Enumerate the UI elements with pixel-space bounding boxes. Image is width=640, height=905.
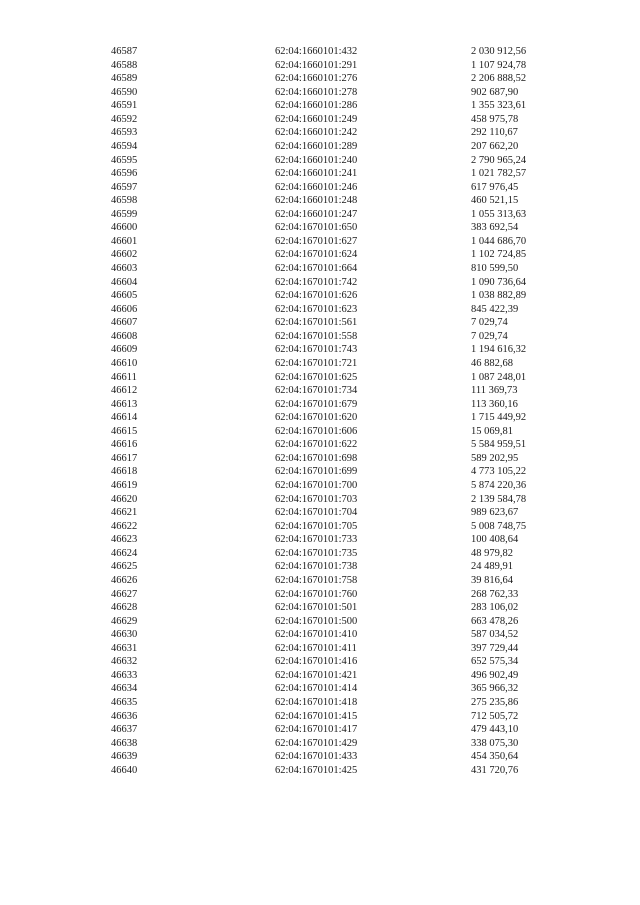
table-row (111, 194, 571, 208)
table-row (111, 248, 571, 262)
row-number: 46624 (111, 547, 138, 559)
cadastral-value: 902 687,90 (471, 86, 519, 98)
row-number: 46617 (111, 452, 138, 464)
cadastral-number: 62:04:1670101:415 (275, 710, 358, 722)
cadastral-value: 460 521,15 (471, 195, 519, 207)
cadastral-value: 397 729,44 (471, 642, 519, 654)
cadastral-value: 2 206 888,52 (471, 73, 527, 85)
table-row (111, 262, 571, 276)
cadastral-value: 5 874 220,36 (471, 480, 527, 491)
table-row (111, 384, 571, 398)
cadastral-value: 845 422,39 (471, 303, 519, 315)
table-row (111, 601, 571, 615)
table-row (111, 615, 571, 629)
row-number: 46620 (111, 493, 138, 505)
table-row (111, 588, 571, 602)
cadastral-number: 62:04:1670101:721 (275, 357, 358, 369)
table-row (111, 316, 571, 330)
cadastral-value: 589 202,95 (471, 452, 519, 464)
table-row (111, 506, 571, 520)
table-row (111, 303, 571, 317)
table-row (111, 628, 571, 642)
row-number: 46640 (111, 764, 138, 776)
row-number: 46602 (111, 249, 138, 261)
cadastral-value: 7 029,74 (471, 317, 508, 329)
cadastral-value: 2 030 912,56 (471, 46, 527, 57)
row-number: 46603 (111, 263, 138, 274)
row-number: 46588 (111, 59, 138, 71)
row-number: 46638 (111, 737, 138, 749)
row-number: 46596 (111, 168, 138, 180)
row-number: 46622 (111, 520, 138, 532)
table-row (111, 113, 571, 127)
row-number: 46626 (111, 574, 138, 586)
cadastral-number: 62:04:1670101:664 (275, 263, 358, 274)
row-number: 46608 (111, 330, 138, 342)
table-row (111, 533, 571, 547)
cadastral-number: 62:04:1670101:704 (275, 507, 358, 519)
cadastral-value: 48 979,82 (471, 547, 513, 559)
table-row (111, 520, 571, 534)
cadastral-value: 587 034,52 (471, 629, 519, 641)
row-number: 46625 (111, 561, 138, 573)
cadastral-value: 617 976,45 (471, 181, 519, 193)
table-row (111, 398, 571, 412)
cadastral-number: 62:04:1670101:758 (275, 574, 358, 586)
table-row (111, 86, 571, 100)
cadastral-number: 62:04:1670101:561 (275, 317, 358, 329)
cadastral-value: 663 478,26 (471, 615, 519, 627)
cadastral-number: 62:04:1660101:278 (275, 86, 358, 98)
row-number: 46597 (111, 181, 138, 193)
row-number: 46610 (111, 357, 138, 369)
table-row (111, 72, 571, 86)
row-number: 46621 (111, 507, 138, 519)
row-number: 46591 (111, 100, 138, 112)
cadastral-number: 62:04:1670101:620 (275, 412, 358, 424)
row-number: 46618 (111, 466, 138, 478)
row-number: 46636 (111, 710, 138, 722)
cadastral-number: 62:04:1660101:432 (275, 46, 358, 57)
cadastral-value: 383 692,54 (471, 222, 519, 234)
cadastral-value: 111 369,73 (471, 385, 518, 397)
row-number: 46628 (111, 602, 138, 614)
row-number: 46598 (111, 195, 138, 207)
cadastral-number: 62:04:1660101:249 (275, 113, 358, 125)
cadastral-number: 62:04:1670101:624 (275, 249, 358, 261)
cadastral-number: 62:04:1670101:738 (275, 561, 358, 573)
cadastral-number: 62:04:1670101:429 (275, 737, 358, 749)
cadastral-number: 62:04:1670101:411 (275, 642, 357, 654)
row-number: 46606 (111, 303, 138, 315)
cadastral-number: 62:04:1670101:418 (275, 697, 358, 708)
table-row (111, 208, 571, 222)
row-number: 46599 (111, 208, 138, 220)
cadastral-number: 62:04:1670101:414 (275, 683, 358, 695)
cadastral-number: 62:04:1670101:743 (275, 344, 358, 356)
cadastral-value: 1 087 248,01 (471, 371, 527, 383)
cadastral-number: 62:04:1670101:501 (275, 602, 358, 614)
cadastral-number: 62:04:1670101:742 (275, 276, 358, 288)
row-number: 46623 (111, 534, 138, 546)
table-row (111, 547, 571, 561)
row-number: 46612 (111, 385, 138, 397)
cadastral-value: 1 107 924,78 (471, 59, 527, 71)
cadastral-value: 989 623,67 (471, 507, 519, 519)
cadastral-value: 431 720,76 (471, 764, 519, 776)
cadastral-number: 62:04:1670101:623 (275, 303, 358, 315)
cadastral-number: 62:04:1670101:698 (275, 452, 358, 464)
row-number: 46627 (111, 588, 138, 600)
table-row (111, 737, 571, 751)
cadastral-value: 1 044 686,70 (471, 235, 527, 247)
cadastral-number: 62:04:1670101:417 (275, 724, 358, 736)
cadastral-number: 62:04:1660101:242 (275, 127, 358, 139)
table-row (111, 465, 571, 479)
row-number: 46637 (111, 724, 138, 736)
cadastral-number: 62:04:1670101:760 (275, 588, 358, 600)
row-number: 46633 (111, 669, 138, 681)
table-row (111, 723, 571, 737)
table-row (111, 330, 571, 344)
row-number: 46601 (111, 235, 138, 247)
row-number: 46613 (111, 398, 138, 410)
cadastral-value: 1 055 313,63 (471, 208, 527, 220)
table-row (111, 167, 571, 181)
table-row (111, 99, 571, 113)
cadastral-number: 62:04:1670101:425 (275, 764, 358, 776)
cadastral-value: 496 902,49 (471, 669, 519, 681)
cadastral-value: 1 021 782,57 (471, 168, 527, 180)
row-number: 46629 (111, 615, 138, 627)
cadastral-number: 62:04:1670101:700 (275, 480, 358, 491)
table-row (111, 764, 571, 778)
cadastral-number: 62:04:1670101:650 (275, 222, 358, 234)
cadastral-number: 62:04:1660101:241 (275, 168, 358, 180)
cadastral-value: 454 350,64 (471, 751, 519, 763)
cadastral-number: 62:04:1670101:500 (275, 615, 358, 627)
cadastral-number: 62:04:1660101:289 (275, 140, 358, 152)
cadastral-value: 1 102 724,85 (471, 249, 527, 261)
row-number: 46611 (111, 371, 137, 383)
row-number: 46614 (111, 412, 138, 424)
row-number: 46595 (111, 154, 138, 166)
cadastral-number: 62:04:1670101:410 (275, 629, 358, 641)
table-row (111, 438, 571, 452)
cadastral-value-table (111, 45, 571, 777)
table-row (111, 493, 571, 507)
cadastral-value: 275 235,86 (471, 697, 519, 708)
table-row (111, 357, 571, 371)
row-number: 46634 (111, 683, 138, 695)
cadastral-value: 5 008 748,75 (471, 520, 527, 532)
table-body (111, 45, 571, 777)
cadastral-number: 62:04:1670101:679 (275, 398, 358, 410)
cadastral-value: 1 355 323,61 (471, 100, 527, 112)
table-row (111, 642, 571, 656)
cadastral-number: 62:04:1670101:705 (275, 520, 358, 532)
table-row (111, 696, 571, 710)
table-row (111, 682, 571, 696)
cadastral-number: 62:04:1670101:734 (275, 385, 358, 397)
cadastral-value: 2 790 965,24 (471, 154, 527, 166)
row-number: 46609 (111, 344, 138, 356)
cadastral-value: 292 110,67 (471, 127, 518, 139)
cadastral-value: 458 975,78 (471, 113, 519, 125)
cadastral-number: 62:04:1670101:433 (275, 751, 358, 763)
cadastral-number: 62:04:1660101:247 (275, 208, 358, 220)
cadastral-value: 5 584 959,51 (471, 439, 527, 451)
row-number: 46619 (111, 480, 138, 491)
table-row (111, 479, 571, 493)
cadastral-value: 1 038 882,89 (471, 290, 527, 302)
cadastral-value: 100 408,64 (471, 534, 519, 546)
row-number: 46590 (111, 86, 138, 98)
cadastral-value: 268 762,33 (471, 588, 519, 600)
cadastral-value: 365 966,32 (471, 683, 519, 695)
cadastral-number: 62:04:1670101:733 (275, 534, 358, 546)
table-row (111, 181, 571, 195)
row-number: 46631 (111, 642, 138, 654)
cadastral-number: 62:04:1670101:735 (275, 547, 358, 559)
table-row (111, 126, 571, 140)
cadastral-value: 24 489,91 (471, 561, 513, 573)
row-number: 46604 (111, 276, 138, 288)
cadastral-number: 62:04:1660101:248 (275, 195, 358, 207)
table-row (111, 59, 571, 73)
cadastral-value: 652 575,34 (471, 656, 519, 668)
cadastral-number: 62:04:1670101:416 (275, 656, 358, 668)
row-number: 46594 (111, 140, 138, 152)
cadastral-value: 113 360,16 (471, 398, 518, 410)
table-row (111, 371, 571, 385)
cadastral-value: 1 090 736,64 (471, 276, 527, 288)
cadastral-number: 62:04:1660101:276 (275, 73, 358, 85)
table-row (111, 655, 571, 669)
table-row (111, 411, 571, 425)
cadastral-value: 479 443,10 (471, 724, 519, 736)
cadastral-value: 15 069,81 (471, 425, 513, 437)
cadastral-value: 46 882,68 (471, 357, 513, 369)
cadastral-value: 810 599,50 (471, 263, 519, 274)
cadastral-value: 1 194 616,32 (471, 344, 527, 356)
row-number: 46589 (111, 73, 138, 85)
row-number: 46639 (111, 751, 138, 763)
table-row (111, 45, 571, 59)
cadastral-value: 39 816,64 (471, 574, 513, 586)
cadastral-number: 62:04:1670101:703 (275, 493, 358, 505)
table-row (111, 221, 571, 235)
table-row (111, 276, 571, 290)
table-row (111, 750, 571, 764)
table-row (111, 289, 571, 303)
cadastral-number: 62:04:1660101:286 (275, 100, 358, 112)
cadastral-number: 62:04:1670101:622 (275, 439, 358, 451)
cadastral-number: 62:04:1660101:291 (275, 59, 358, 71)
cadastral-number: 62:04:1670101:558 (275, 330, 358, 342)
cadastral-value: 207 662,20 (471, 140, 519, 152)
row-number: 46587 (111, 46, 138, 57)
row-number: 46600 (111, 222, 138, 234)
table-row (111, 425, 571, 439)
cadastral-number: 62:04:1670101:421 (275, 669, 358, 681)
table-row (111, 574, 571, 588)
cadastral-number: 62:04:1670101:627 (275, 235, 358, 247)
table-row (111, 235, 571, 249)
cadastral-number: 62:04:1670101:606 (275, 425, 358, 437)
cadastral-value: 283 106,02 (471, 602, 519, 614)
cadastral-number: 62:04:1670101:626 (275, 290, 358, 302)
cadastral-value: 338 075,30 (471, 737, 519, 749)
row-number: 46592 (111, 113, 138, 125)
cadastral-number: 62:04:1670101:625 (275, 371, 358, 383)
cadastral-value: 1 715 449,92 (471, 412, 527, 424)
cadastral-value: 712 505,72 (471, 710, 519, 722)
row-number: 46615 (111, 425, 138, 437)
row-number: 46616 (111, 439, 138, 451)
row-number: 46607 (111, 317, 138, 329)
cadastral-value: 7 029,74 (471, 330, 508, 342)
row-number: 46605 (111, 290, 138, 302)
row-number: 46632 (111, 656, 138, 668)
cadastral-number: 62:04:1670101:699 (275, 466, 358, 478)
table-row (111, 710, 571, 724)
table-row (111, 669, 571, 683)
cadastral-number: 62:04:1660101:246 (275, 181, 358, 193)
table-row (111, 154, 571, 168)
row-number: 46635 (111, 697, 138, 708)
table-row (111, 560, 571, 574)
table-row (111, 140, 571, 154)
cadastral-number: 62:04:1660101:240 (275, 154, 358, 166)
table-row (111, 343, 571, 357)
row-number: 46630 (111, 629, 138, 641)
table-row (111, 452, 571, 466)
cadastral-value: 4 773 105,22 (471, 466, 527, 478)
row-number: 46593 (111, 127, 138, 139)
cadastral-value: 2 139 584,78 (471, 493, 527, 505)
